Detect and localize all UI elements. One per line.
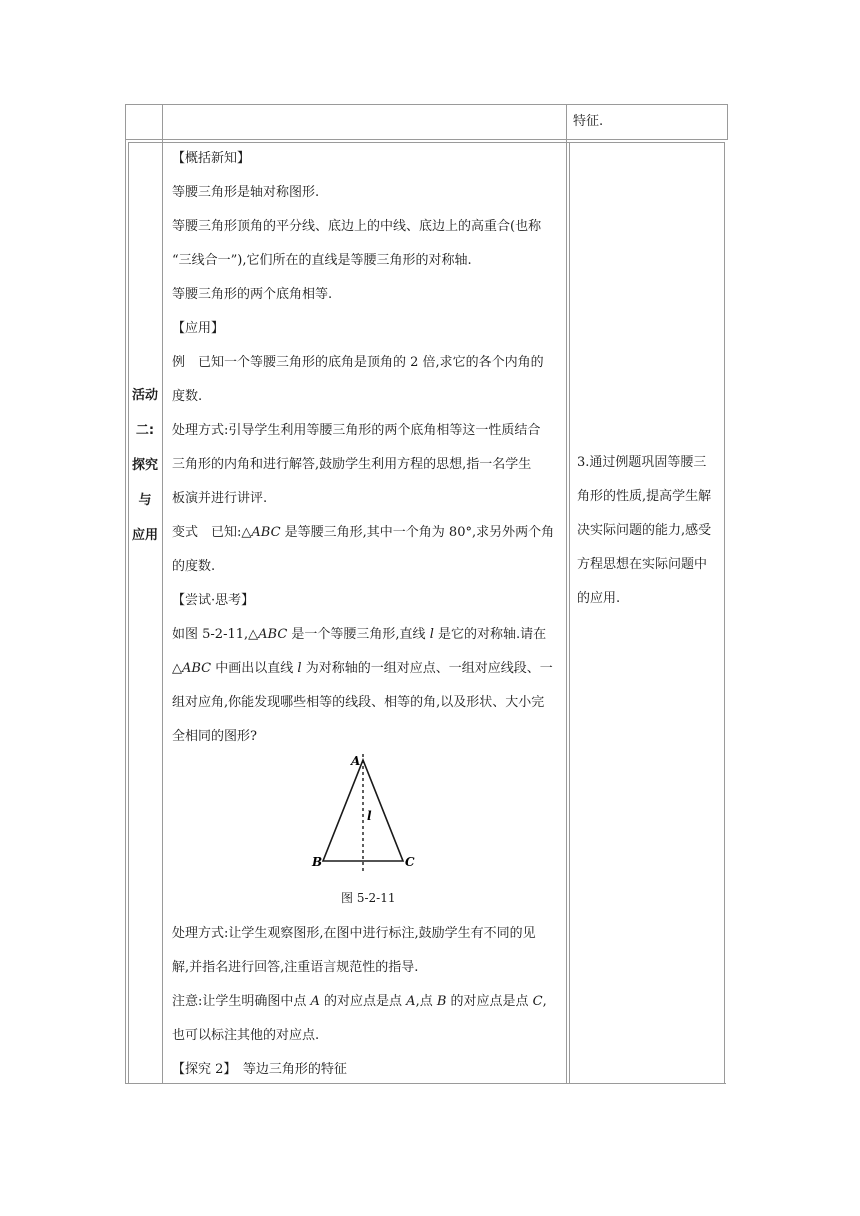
variant-triangle: △ABC [241,525,281,540]
note-line-2: 也可以标注其他的对应点. [172,1028,320,1043]
table-right-border-lower [724,142,725,1083]
vertex-label-c: C [405,855,415,869]
para-three-lines-2: “三线合一”),它们所在的直线是等腰三角形的对称轴. [172,253,472,268]
note-suffix: , [542,994,547,1009]
variant-prefix: 变式 已知: [172,525,242,540]
right-note-line-5: 的应用. [577,591,621,606]
process1-line-2: 三角形的内角和进行解答,鼓励学生利用方程的思想,指一名学生 [172,457,532,472]
note-line-1 [172,993,547,1011]
activity-label-3: 探究 [131,458,158,473]
row1-right-text: 特征. [573,114,604,129]
example-line-2: 度数. [172,389,203,404]
try-line-2 [172,660,553,678]
heading-changshi: 【尝试·思考】 [172,593,255,608]
try-l1-suffix: 是它的对称轴.请在 [433,627,547,642]
variant-line-1 [172,524,554,542]
note-mid1: 的对应点是点 [319,994,407,1009]
right-note-line-3: 决实际问题的能力,感受 [577,523,712,538]
para-three-lines-1: 等腰三角形顶角的平分线、底边上的中线、底边上的高重合(也称 [172,219,542,234]
try-line-1 [172,626,546,644]
row-divider [125,139,728,140]
activity-label-1: 活动 [131,388,158,403]
variant-line-2: 的度数. [172,559,216,574]
note-point-a2: A [406,994,416,1009]
col-divider-1 [162,104,163,1084]
process1-line-1: 处理方式:引导学生利用等腰三角形的两个底角相等这一性质结合 [172,423,541,438]
note-point-c: C [532,994,543,1009]
example-line-1: 例 已知一个等腰三角形的底角是顶角的 2 倍,求它的各个内角的 [172,355,544,370]
table-top-border [125,104,728,105]
heading-gaikuo: 【概括新知】 [172,151,251,166]
heading-tanjiu2: 【探究 2】 等边三角形的特征 [172,1062,347,1077]
right-note-line-1: 3.通过例题巩固等腰三 [577,455,707,470]
para-axis-symmetric: 等腰三角形是轴对称图形. [172,185,320,200]
table-bottom-border [125,1083,726,1084]
note-mid2: ,点 [415,994,437,1009]
col-divider-2-inner [569,142,570,1083]
note-point-b: B [436,994,447,1009]
process2-line-1: 处理方式:让学生观察图形,在图中进行标注,鼓励学生有不同的见 [172,926,536,941]
try-l1-prefix: 如图 5-2-11, [172,627,249,642]
vertex-label-b: B [312,855,323,869]
try-line-4: 全相同的图形? [172,729,257,744]
activity-label-4: 与 [138,493,152,508]
table-left-border [125,104,126,1084]
col-divider-2 [566,104,567,1084]
try-l1-line: l [429,627,434,642]
right-note-line-2: 角形的性质,提高学生解 [577,489,712,504]
table-left-inner-border [128,142,129,1083]
vertex-label-a: A [351,754,361,768]
try-l1-triangle: △ABC [248,627,288,642]
heading-yingyong: 【应用】 [172,321,225,336]
row-divider-inner [128,142,725,143]
axis-label-l: l [367,809,372,823]
try-l1-mid: 是一个等腰三角形,直线 [287,627,430,642]
try-l2-triangle: △ABC [172,661,212,676]
right-note-line-4: 方程思想在实际问题中 [577,557,708,572]
note-point-a1: A [310,994,320,1009]
table-right-border [727,104,728,140]
triangle-figure [300,748,430,878]
note-mid3: 的对应点是点 [446,994,533,1009]
activity-label-2: 二: [135,423,155,438]
variant-suffix: 是等腰三角形,其中一个角为 80°,求另外两个角 [280,525,555,540]
try-line-3: 组对应角,你能发现哪些相等的线段、相等的角,以及形状、大小完 [172,695,545,710]
process2-line-2: 解,并指名进行回答,注重语言规范性的指导. [172,960,419,975]
try-l2-suffix: 为对称轴的一组对应点、一组对应线段、一 [301,661,553,676]
process1-line-3: 板演并进行讲评. [172,491,268,506]
activity-label-5: 应用 [131,528,158,543]
figure-caption: 图 5-2-11 [341,891,396,905]
try-l2-mid: 中画出以直线 [211,661,298,676]
note-prefix: 注意:让学生明确图中点 [172,994,311,1009]
para-base-angles: 等腰三角形的两个底角相等. [172,287,333,302]
try-l2-line: l [297,661,302,676]
